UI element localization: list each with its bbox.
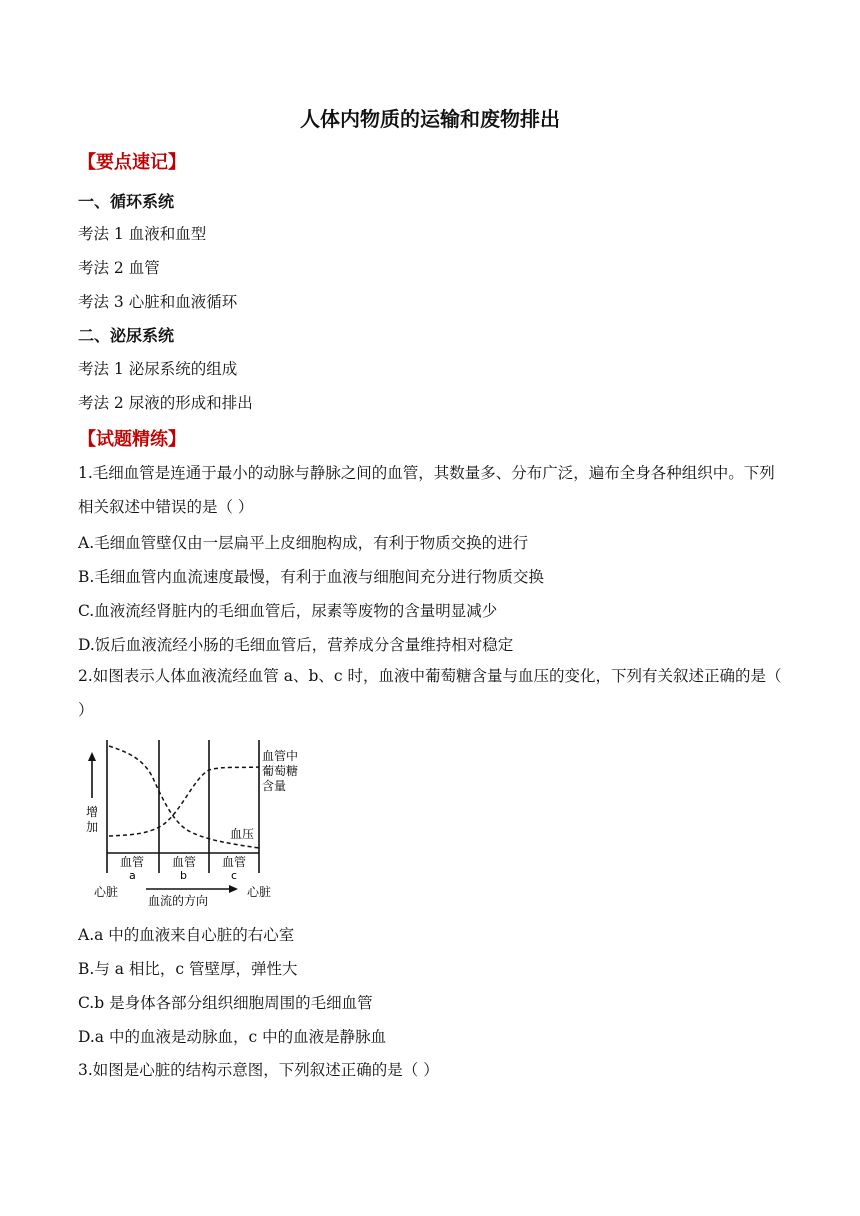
section-heading-circulation: 一、循环系统 <box>78 192 175 211</box>
vessel-b-name: 血管 <box>172 855 197 869</box>
key-point-item: 考法 2 血管 <box>78 259 160 277</box>
question-1-option-d: D.饭后血液流经小肠的毛细血管后，营养成分含量维持相对稳定 <box>78 636 514 654</box>
question-3-stem: 3.如图是心脏的结构示意图，下列叙述正确的是（ ） <box>78 1061 439 1079</box>
question-2-stem: 2.如图表示人体血液流经血管 a、b、c 时，血液中葡萄糖含量与血压的变化，下列有关叙述正确的是（ ） <box>78 667 782 719</box>
glucose-curve <box>109 767 259 836</box>
key-points-heading: 【要点速记】 <box>78 152 186 173</box>
vessel-a-name: 血管 <box>120 855 145 869</box>
glucose-label-2: 葡萄糖 <box>262 764 299 778</box>
section-heading-urinary: 二、泌尿系统 <box>78 326 175 345</box>
document-title: 人体内物质的运输和废物排出 <box>300 107 560 131</box>
key-point-item: 考法 3 心脏和血液循环 <box>78 293 238 311</box>
question-2-option-d: D.a 中的血液是动脉血，c 中的血液是静脉血 <box>78 1028 387 1046</box>
question-2-option-c: C.b 是身体各部分组织细胞周围的毛细血管 <box>78 994 373 1012</box>
flow-arrowhead <box>229 885 238 893</box>
blood-vessel-diagram <box>82 738 312 910</box>
vessel-b-letter: b <box>180 869 187 882</box>
question-1-stem: 1.毛细血管是连通于最小的动脉与静脉之间的血管，其数量多、分布广泛，遍布全身各种组织中。下列相关叙述中错误的是（ ） <box>78 464 775 516</box>
vessel-a-letter: a <box>129 869 136 882</box>
key-point-item: 考法 1 血液和血型 <box>78 225 207 243</box>
question-1-option-b: B.毛细血管内血流速度最慢，有利于血液与细胞间充分进行物质交换 <box>78 568 544 586</box>
y-axis-label-2: 加 <box>86 820 99 834</box>
exercises-heading: 【试题精练】 <box>78 429 186 450</box>
heart-left-label: 心脏 <box>94 885 119 899</box>
question-1-option-c: C.血液流经肾脏内的毛细血管后，尿素等废物的含量明显减少 <box>78 602 498 620</box>
glucose-label-1: 血管中 <box>262 749 299 763</box>
y-axis-arrowhead <box>88 752 96 761</box>
key-point-item: 考法 1 泌尿系统的组成 <box>78 360 238 378</box>
blood-vessel-figure <box>82 738 312 910</box>
vessel-c-letter: c <box>231 869 238 882</box>
question-2-option-a: A.a 中的血液来自心脏的右心室 <box>78 926 295 944</box>
vessel-c-name: 血管 <box>222 855 247 869</box>
y-axis-label-1: 增 <box>86 805 99 819</box>
glucose-label-3: 含量 <box>262 779 287 793</box>
key-point-item: 考法 2 尿液的形成和排出 <box>78 394 253 412</box>
question-1-option-a: A.毛细血管壁仅由一层扁平上皮细胞构成，有利于物质交换的进行 <box>78 534 529 552</box>
heart-right-label: 心脏 <box>247 885 272 899</box>
question-2-option-b: B.与 a 相比，c 管壁厚，弹性大 <box>78 960 298 978</box>
pressure-label: 血压 <box>230 827 255 841</box>
flow-direction-label: 血流的方向 <box>148 894 209 908</box>
